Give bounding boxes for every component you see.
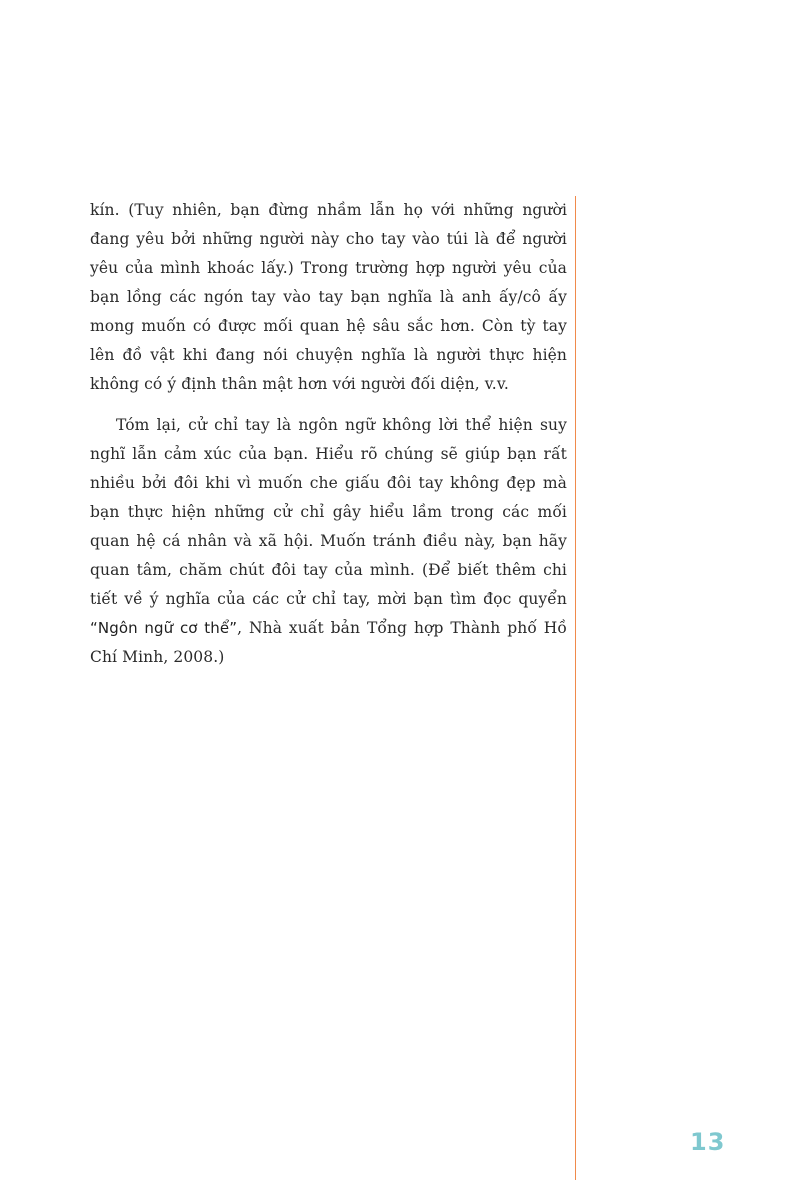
paragraph-continuation: kín. (Tuy nhiên, bạn đừng nhầm lẫn họ với những người đang yêu bởi những người này cho tay vào túi là để người yêu của mình khoác lấy.) Trong trường hợp người yêu của bạn lồng các ngón tay vào tay bạn nghĩa là anh ấy/cô ấy mong muốn có được mối quan hệ sâu sắc hơn. Còn tỳ tay lên đồ vật khi đang nói chuyện nghĩa là người thực hiện không có ý định thân mật hơn với người đối diện, v.v. — [90, 201, 567, 393]
paragraph-summary-text: Tóm lại, cử chỉ tay là ngôn ngữ không lời thể hiện suy nghĩ lẫn cảm xúc của bạn. Hiểu rõ chúng sẽ giúp bạn rất nhiều bởi đôi khi vì muốn che giấu đôi tay không đẹp mà bạn thực hiện những cử chỉ gây hiểu lầm trong các mối quan hệ cá nhân và xã hội. Muốn tránh điều này, bạn hãy quan tâm, chăm chút đôi tay của mình. (Để biết thêm chi tiết về ý nghĩa của các cử chỉ tay, mời bạn tìm đọc quyển — [90, 416, 567, 608]
paragraph-summary-citation: , Nhà xuất bản Tổng hợp Thành phố Hồ Chí Minh, 2008.) — [90, 619, 567, 666]
margin-rule-line — [575, 196, 576, 1180]
page-text — [90, 196, 567, 672]
page-number: 13 — [690, 1128, 726, 1156]
book-title-reference: “Ngôn ngữ cơ thể” — [90, 619, 238, 637]
paragraph-summary — [90, 411, 567, 672]
